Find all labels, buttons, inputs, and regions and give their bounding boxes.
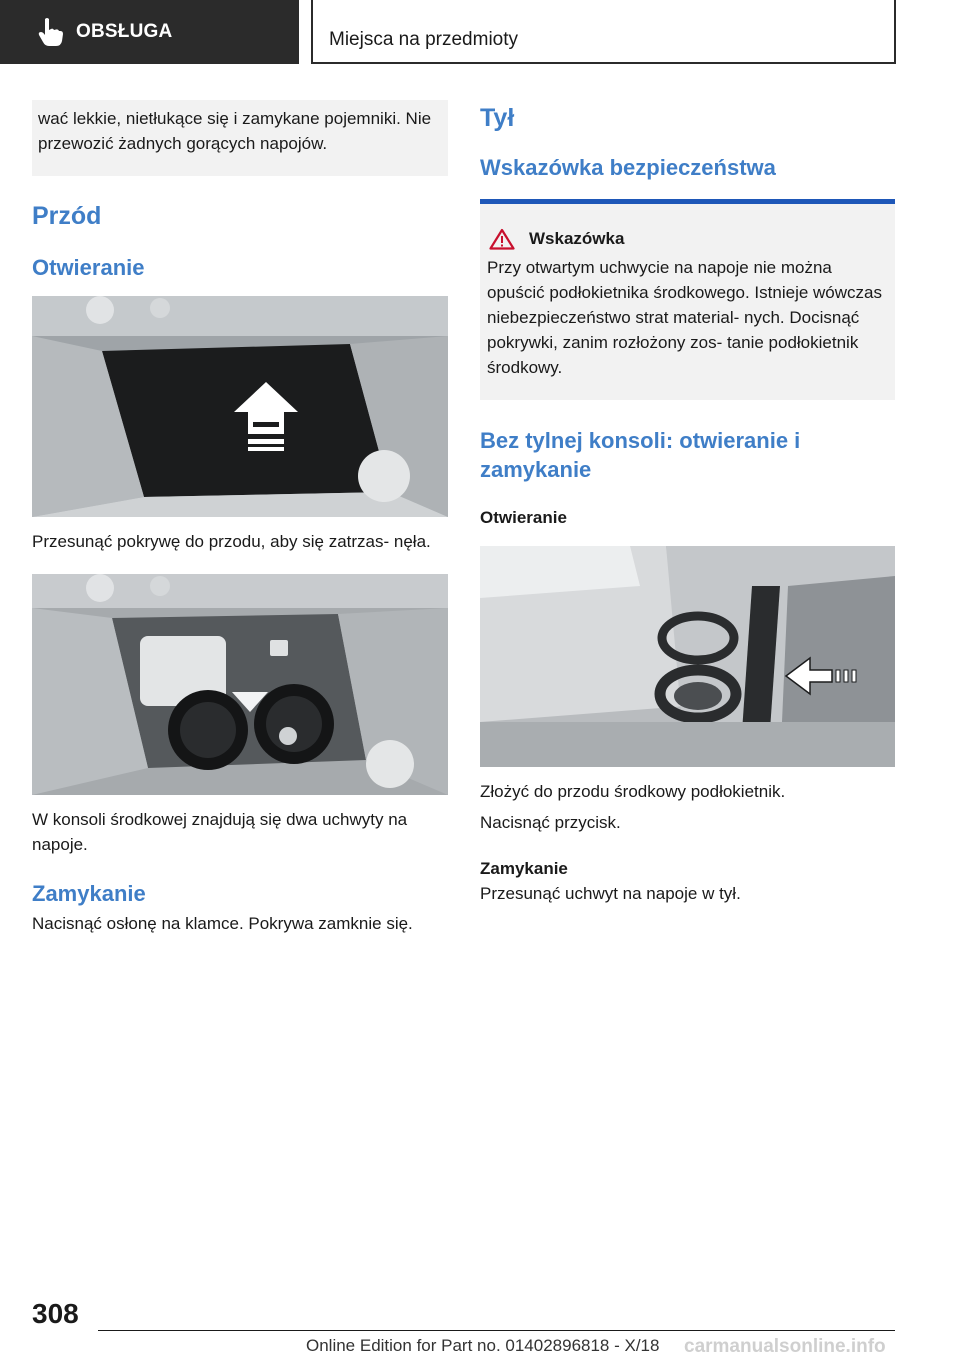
page-number: 308 — [32, 1298, 79, 1329]
subheading-rear-console: Bez tylnej konsoli: otwieranie i zamykanie — [480, 428, 801, 482]
continuation-box — [32, 100, 448, 176]
photo-front-cover-open — [32, 296, 448, 517]
warning-box — [480, 199, 895, 400]
continuation-text: wać lekkie, nietłukące się i zamykane pojemniki. Nie przewozić żadnych gorących napojów. — [38, 109, 432, 153]
closing-text-front: Nacisnąć osłonę na klamce. Pokrywa zamknie się. — [32, 914, 413, 933]
warning-triangle-icon — [489, 228, 515, 250]
header-chapter-box — [311, 0, 896, 64]
label-closing-rear: Zamykanie — [480, 859, 568, 878]
caption-cover-slide: Przesunąć pokrywę do przodu, aby się zatrzas- nęła. — [32, 532, 431, 551]
subheading-opening: Otwieranie — [32, 255, 145, 280]
step-press-button: Nacisnąć przycisk. — [480, 813, 621, 832]
warning-text: Przy otwartym uchwycie na napoje nie można opuścić podłokietnika środkowego. Istnieje wówczas niebezpieczeństwo strat material- nych. Docisnąć pokrywki, zanim rozłożony zos- tanie podłokietnik środkowy. — [487, 258, 882, 377]
subheading-closing: Zamykanie — [32, 881, 146, 906]
warning-title: Wskazówka — [529, 229, 625, 248]
header-section-tab — [0, 0, 299, 64]
chapter-title: Miejsca na przedmioty — [329, 29, 519, 50]
subheading-safety: Wskazówka bezpieczeństwa — [480, 155, 776, 180]
closing-text-rear: Przesunąć uchwyt na napoje w tył. — [480, 884, 741, 903]
footer-rule — [98, 1330, 895, 1331]
footer-edition: Online Edition for Part no. 01402896818 - X/18 — [306, 1336, 660, 1355]
heading-rear: Tył — [480, 104, 515, 132]
left-column — [32, 100, 448, 936]
hand-pointer-icon — [38, 17, 64, 47]
label-opening-rear: Otwieranie — [480, 508, 567, 527]
heading-front: Przód — [32, 202, 102, 230]
step-fold-armrest: Złożyć do przodu środkowy podłokietnik. — [480, 782, 786, 801]
section-title: OBSŁUGA — [76, 21, 173, 42]
photo-rear-cup-holder — [480, 546, 895, 767]
warning-title-row — [487, 228, 888, 250]
caption-two-cup-holders: W konsoli środkowej znajdują się dwa uchwyty na napoje. — [32, 810, 408, 854]
photo-front-cup-holders — [32, 574, 448, 795]
watermark: carmanualsonline.info — [684, 1336, 886, 1357]
right-column — [480, 100, 895, 906]
